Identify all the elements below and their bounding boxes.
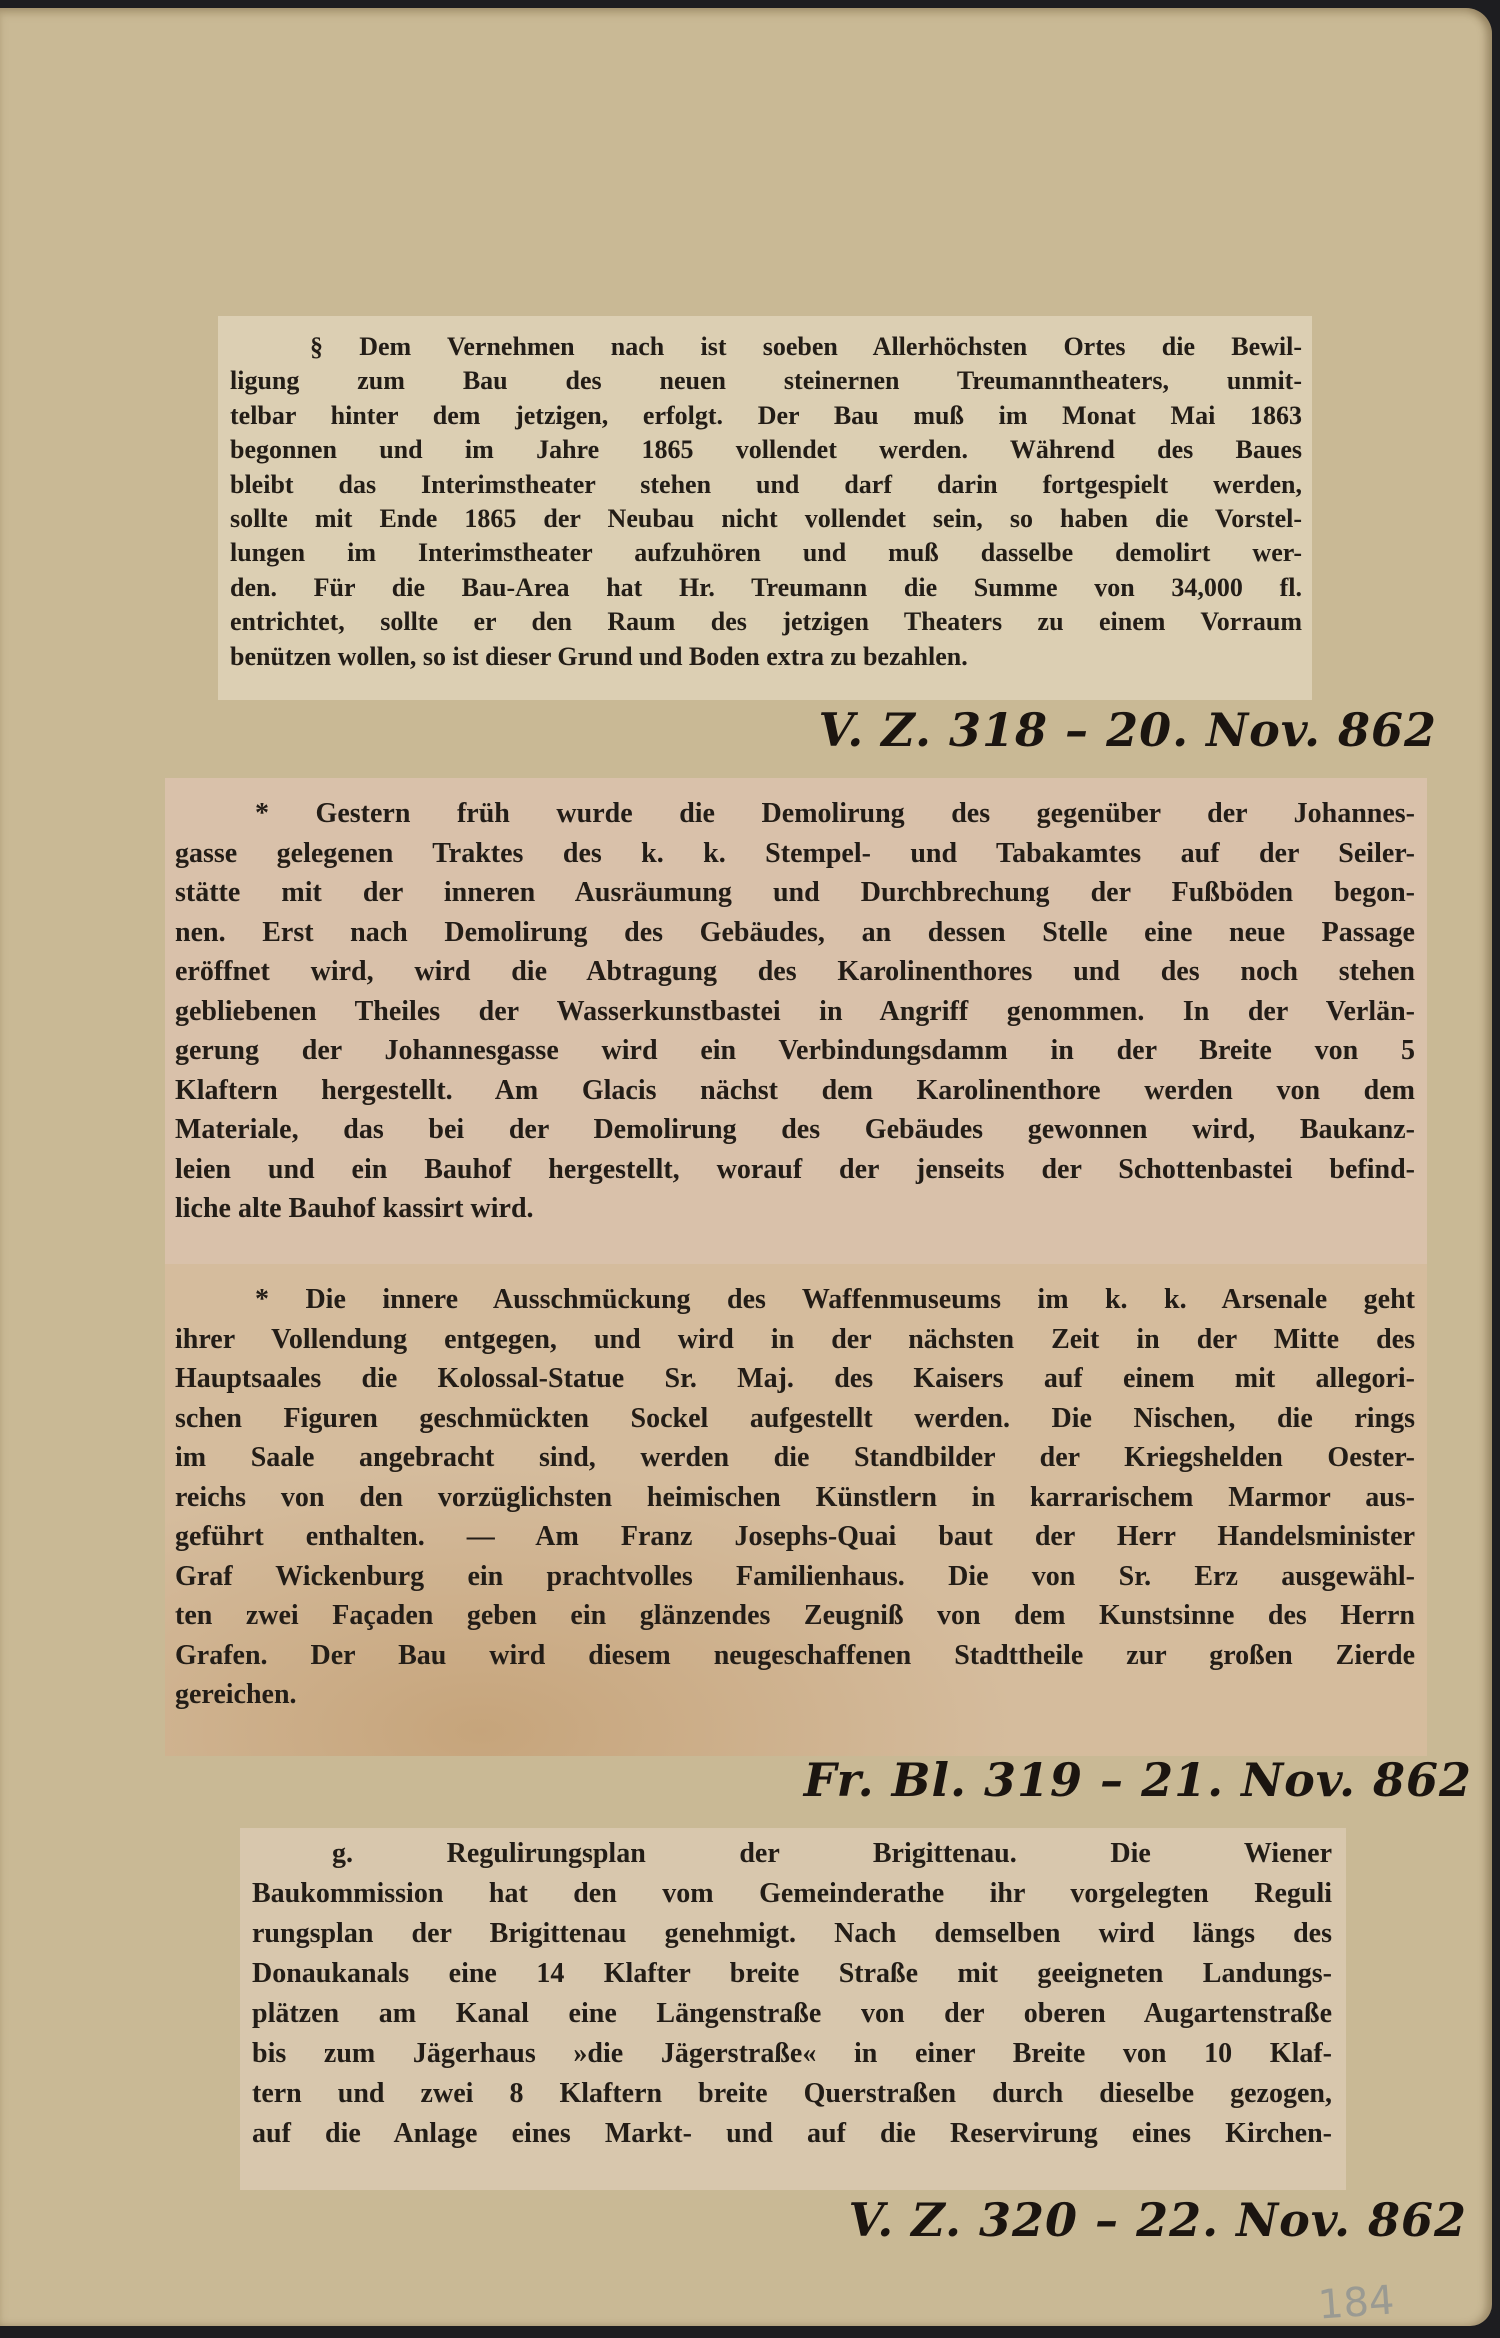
text-line: nen. Erst nach Demolirung des Gebäudes, an dessen Stelle eine neue Passage xyxy=(175,916,1415,948)
clipping-brigittenau-plan xyxy=(240,1828,1346,2190)
text-line: gasse gelegenen Traktes des k. k. Stempel- und Tabakamtes auf der Seiler- xyxy=(175,837,1415,869)
text-line: leien und ein Bauhof hergestellt, worauf der jenseits der Schottenbastei befind- xyxy=(175,1153,1415,1185)
text-line: telbar hinter dem jetzigen, erfolgt. Der Bau muß im Monat Mai 1863 xyxy=(230,400,1302,430)
text-line: g. Regulirungsplan der Brigittenau. Die Wiener xyxy=(332,1838,1332,1869)
text-line: rungsplan der Brigittenau genehmigt. Nach demselben wird längs des xyxy=(252,1918,1332,1949)
text-line: lungen im Interimstheater aufzuhören und muß dasselbe demolirt wer- xyxy=(230,538,1302,568)
text-line: plätzen am Kanal eine Längenstraße von der oberen Augartenstraße xyxy=(252,1998,1332,2029)
text-line: eröffnet wird, wird die Abtragung des Karolinenthores und des noch stehen xyxy=(175,956,1415,987)
text-line: Klaftern hergestellt. Am Glacis nächst dem Karolinenthore werden von dem xyxy=(175,1074,1415,1106)
text-line: Graf Wickenburg ein prachtvolles Familienhaus. Die von Sr. Erz ausgewähl- xyxy=(175,1560,1415,1592)
text-line: ligung zum Bau des neuen steinernen Treumanntheaters, unmit- xyxy=(230,366,1302,396)
text-line: im Saale angebracht sind, werden die Standbilder der Kriegshelden Oester- xyxy=(175,1442,1415,1473)
text-line: * Gestern früh wurde die Demolirung des gegenüber der Johannes- xyxy=(255,798,1415,829)
handwritten-source-note: V. Z. 318 – 20. Nov. 862 xyxy=(818,703,1437,757)
text-line: bleibt das Interimstheater stehen und darf darin fortgespielt werden, xyxy=(230,469,1302,499)
text-line: Grafen. Der Bau wird diesem neugeschaffenen Stadttheile zur großen Zierde xyxy=(175,1639,1415,1671)
text-line: * Die innere Ausschmückung des Waffenmuseums im k. k. Arsenale geht xyxy=(255,1284,1415,1315)
pencil-page-number: 184 xyxy=(1316,2277,1396,2329)
text-line: bis zum Jägerhaus »die Jägerstraße« in einer Breite von 10 Klaf- xyxy=(252,2038,1332,2069)
text-line: reichs von den vorzüglichsten heimischen Künstlern in karrarischem Marmor aus- xyxy=(175,1481,1415,1513)
text-line: den. Für die Bau-Area hat Hr. Treumann die Summe von 34,000 fl. xyxy=(230,572,1302,602)
text-line: Donaukanals eine 14 Klafter breite Straße mit geeigneten Landungs- xyxy=(252,1958,1332,1989)
text-line: ten zwei Façaden geben ein glänzendes Zeugniß von dem Kunstsinne des Herrn xyxy=(175,1600,1415,1631)
text-line: tern und zwei 8 Klaftern breite Querstraßen durch dieselbe gezogen, xyxy=(252,2078,1332,2109)
text-line: § Dem Vernehmen nach ist soeben Allerhöchsten Ortes die Bewil- xyxy=(310,332,1302,361)
text-line: Materiale, das bei der Demolirung des Gebäudes gewonnen wird, Baukanz- xyxy=(175,1114,1415,1145)
text-line: Baukommission hat den vom Gemeinderathe ihr vorgelegten Reguli xyxy=(252,1878,1332,1909)
clipping-demolition-stempelamt xyxy=(165,778,1427,1264)
text-line: ihrer Vollendung entgegen, und wird in der nächsten Zeit in der Mitte des xyxy=(175,1323,1415,1355)
text-line: liche alte Bauhof kassirt wird. xyxy=(175,1193,534,1224)
clipping-waffenmuseum xyxy=(165,1264,1427,1756)
text-line: stätte mit der inneren Ausräumung und Durchbrechung der Fußböden begon- xyxy=(175,877,1415,908)
text-line: benützen wollen, so ist dieser Grund und Boden extra zu bezahlen. xyxy=(230,641,968,671)
text-line: gerung der Johannesgasse wird ein Verbindungsdamm in der Breite von 5 xyxy=(175,1035,1415,1066)
handwritten-source-note: Fr. Bl. 319 – 21. Nov. 862 xyxy=(803,1753,1472,1807)
text-line: auf die Anlage eines Markt- und auf die Reservirung eines Kirchen- xyxy=(252,2118,1332,2149)
text-line: begonnen und im Jahre 1865 vollendet werden. Während des Baues xyxy=(230,435,1302,465)
clipping-treumann-theater xyxy=(218,316,1312,700)
text-line: gereichen. xyxy=(175,1679,297,1710)
text-line: Hauptsaales die Kolossal-Statue Sr. Maj. des Kaisers auf einem mit allegori- xyxy=(175,1363,1415,1394)
text-line: gebliebenen Theiles der Wasserkunstbastei in Angriff genommen. In der Verlän- xyxy=(175,995,1415,1027)
handwritten-source-note: V. Z. 320 – 22. Nov. 862 xyxy=(848,2193,1467,2247)
text-line: entrichtet, sollte er den Raum des jetzigen Theaters zu einem Vorraum xyxy=(230,607,1302,637)
text-line: geführt enthalten. — Am Franz Josephs-Quai baut der Herr Handelsminister xyxy=(175,1521,1415,1552)
text-line: schen Figuren geschmückten Sockel aufgestellt werden. Die Nischen, die rings xyxy=(175,1402,1415,1434)
album-page xyxy=(0,8,1492,2329)
text-line: sollte mit Ende 1865 der Neubau nicht vollendet sein, so haben die Vorstel- xyxy=(230,503,1302,533)
